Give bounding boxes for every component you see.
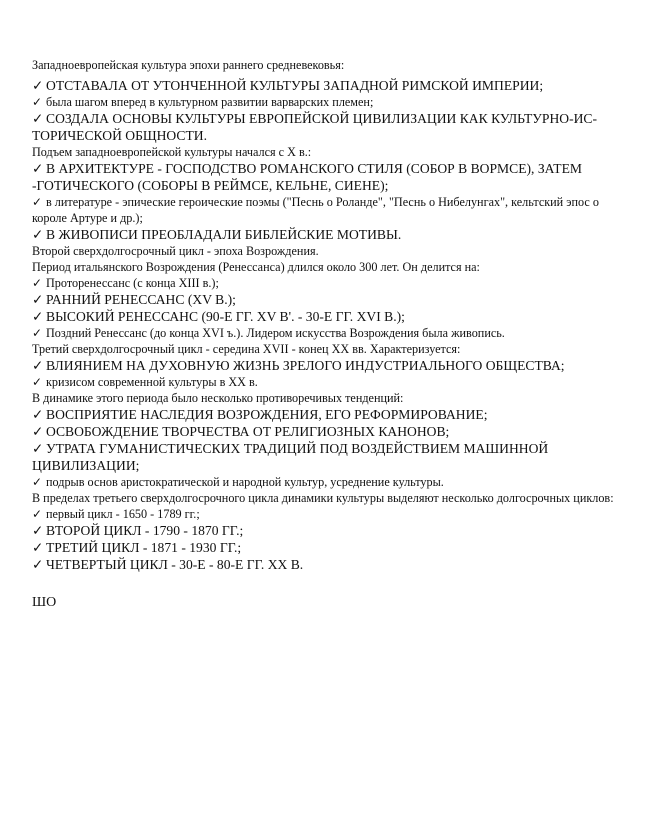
checklist-item xyxy=(32,325,617,341)
line-text: В динамике этого периода было несколько противоречивых тенденций: xyxy=(32,391,404,405)
checklist-item xyxy=(32,539,617,556)
checkmark-icon: ✓ xyxy=(32,507,43,521)
line-text: ВТОРОЙ ЦИКЛ - 1790 - 1870 ГГ.; xyxy=(46,523,244,538)
line-text: ТРЕТИЙ ЦИКЛ - 1871 - 1930 ГГ.; xyxy=(46,540,242,555)
checklist-item xyxy=(32,556,617,573)
line-text: ВОСПРИЯТИЕ НАСЛЕДИЯ ВОЗРОЖДЕНИЯ, ЕГО РЕФОРМИРОВАНИЕ; xyxy=(46,407,488,422)
checkmark-icon: ✓ xyxy=(32,111,44,126)
checklist-item xyxy=(32,406,617,423)
checklist-item xyxy=(32,440,617,474)
line-text: первый цикл - 1650 - 1789 гг.; xyxy=(46,507,200,521)
text-paragraph xyxy=(32,341,617,357)
checkmark-icon: ✓ xyxy=(32,475,43,489)
text-paragraph xyxy=(32,259,617,275)
checkmark-icon: ✓ xyxy=(32,523,44,538)
line-text: УТРАТА ГУМАНИСТИЧЕСКИХ ТРАДИЦИЙ ПОД ВОЗДЕЙСТВИЕМ МАШИННОЙ ЦИВИЛИЗАЦИИ; xyxy=(32,441,549,473)
line-text: подрыв основ аристократической и народной культур, усреднение культуры. xyxy=(46,475,444,489)
checklist-item xyxy=(32,506,617,522)
checkmark-icon: ✓ xyxy=(32,195,43,209)
checklist-item xyxy=(32,160,617,194)
line-text: кризисом современной культуры в XX в. xyxy=(46,375,258,389)
checkmark-icon: ✓ xyxy=(32,358,44,373)
document-footer-text: ШО xyxy=(32,595,57,610)
checkmark-icon: ✓ xyxy=(32,78,44,93)
line-text: В ЖИВОПИСИ ПРЕОБЛАДАЛИ БИБЛЕЙСКИЕ МОТИВЫ. xyxy=(46,227,402,242)
checklist-item xyxy=(32,423,617,440)
checkmark-icon: ✓ xyxy=(32,309,44,324)
line-text: Проторенессанс (с конца XIII в.); xyxy=(46,276,219,290)
checkmark-icon: ✓ xyxy=(32,424,44,439)
checklist-item xyxy=(32,275,617,291)
checkmark-icon: ✓ xyxy=(32,161,44,176)
text-paragraph xyxy=(32,243,617,259)
checklist-item xyxy=(32,522,617,539)
line-text: Западноевропейская культура эпохи раннего средневековья: xyxy=(32,58,345,72)
line-text: Подъем западноевропейской культуры начался с X в.: xyxy=(32,145,312,159)
checklist-item xyxy=(32,94,617,110)
checkmark-icon: ✓ xyxy=(32,276,43,290)
line-text: РАННИЙ РЕНЕССАНС (XV В.); xyxy=(46,292,236,307)
checkmark-icon: ✓ xyxy=(32,407,44,422)
checkmark-icon: ✓ xyxy=(32,227,44,242)
text-paragraph xyxy=(32,57,617,73)
line-text: ОТСТАВАЛА ОТ УТОНЧЕННОЙ КУЛЬТУРЫ ЗАПАДНОЙ РИМСКОЙ ИМПЕРИИ; xyxy=(46,78,544,93)
text-paragraph xyxy=(32,144,617,160)
checklist-item xyxy=(32,291,617,308)
checklist-item xyxy=(32,474,617,490)
line-text: Третий сверхдолгосрочный цикл - середина XVII - конец XX вв. Характеризуется: xyxy=(32,342,461,356)
line-text: ОСВОБОЖДЕНИЕ ТВОРЧЕСТВА ОТ РЕЛИГИОЗНЫХ КАНОНОВ; xyxy=(46,424,450,439)
text-paragraph xyxy=(32,490,617,506)
checklist-item xyxy=(32,374,617,390)
checklist-item xyxy=(32,357,617,374)
checklist-item xyxy=(32,226,617,243)
line-text: ВЛИЯНИЕМ НА ДУХОВНУЮ ЖИЗНЬ ЗРЕЛОГО ИНДУСТРИАЛЬНОГО ОБЩЕСТВА; xyxy=(46,358,565,373)
checklist-item xyxy=(32,194,617,226)
line-text: В АРХИТЕКТУРЕ - ГОСПОДСТВО РОМАНСКОГО СТИЛЯ (СОБОР В ВОРМСЕ), ЗАТЕМ -ГОТИЧЕСКОГО (СОБОРЫ В РЕЙМСЕ, КЕЛЬНЕ, СИЕНЕ); xyxy=(32,161,582,193)
checklist-item xyxy=(32,77,617,94)
checklist-item xyxy=(32,110,617,144)
line-text: ВЫСОКИЙ РЕНЕССАНС (90-Е ГГ. XV В'. - 30-Е ГГ. XVI В.); xyxy=(46,309,405,324)
checkmark-icon: ✓ xyxy=(32,441,44,456)
line-text: ЧЕТВЕРТЫЙ ЦИКЛ - 30-Е - 80-Е ГГ. XX В. xyxy=(46,557,304,572)
line-text: СОЗДАЛА ОСНОВЫ КУЛЬТУРЫ ЕВРОПЕЙСКОЙ ЦИВИЛИЗАЦИИ КАК КУЛЬТУРНО-ИС-ТОРИЧЕСКОЙ ОБЩНОСТИ. xyxy=(32,111,598,143)
checkmark-icon: ✓ xyxy=(32,292,44,307)
line-text: В пределах третьего сверхдолгосрочного цикла динамики культуры выделяют несколько долгосрочных циклов: xyxy=(32,491,614,505)
line-text: Поздний Ренессанс (до конца XVI ъ.). Лидером искусства Возрождения была живопись. xyxy=(46,326,505,340)
checkmark-icon: ✓ xyxy=(32,95,43,109)
text-paragraph xyxy=(32,390,617,406)
checkmark-icon: ✓ xyxy=(32,540,44,555)
document-page xyxy=(32,57,617,611)
line-text: Период итальянского Возрождения (Ренессанса) длился около 300 лет. Он делится на: xyxy=(32,260,480,274)
document-body xyxy=(32,57,617,573)
checkmark-icon: ✓ xyxy=(32,557,44,572)
checkmark-icon: ✓ xyxy=(32,375,43,389)
line-text: была шагом вперед в культурном развитии варварских племен; xyxy=(46,95,374,109)
checklist-item xyxy=(32,308,617,325)
line-text: в литературе - эпические героические поэмы ("Песнь о Роланде", "Песнь о Нибелунгах", кельтский эпос о короле Артуре и др.); xyxy=(32,195,599,225)
line-text: Второй сверхдолгосрочный цикл - эпоха Возрождения. xyxy=(32,244,319,258)
checkmark-icon: ✓ xyxy=(32,326,43,340)
